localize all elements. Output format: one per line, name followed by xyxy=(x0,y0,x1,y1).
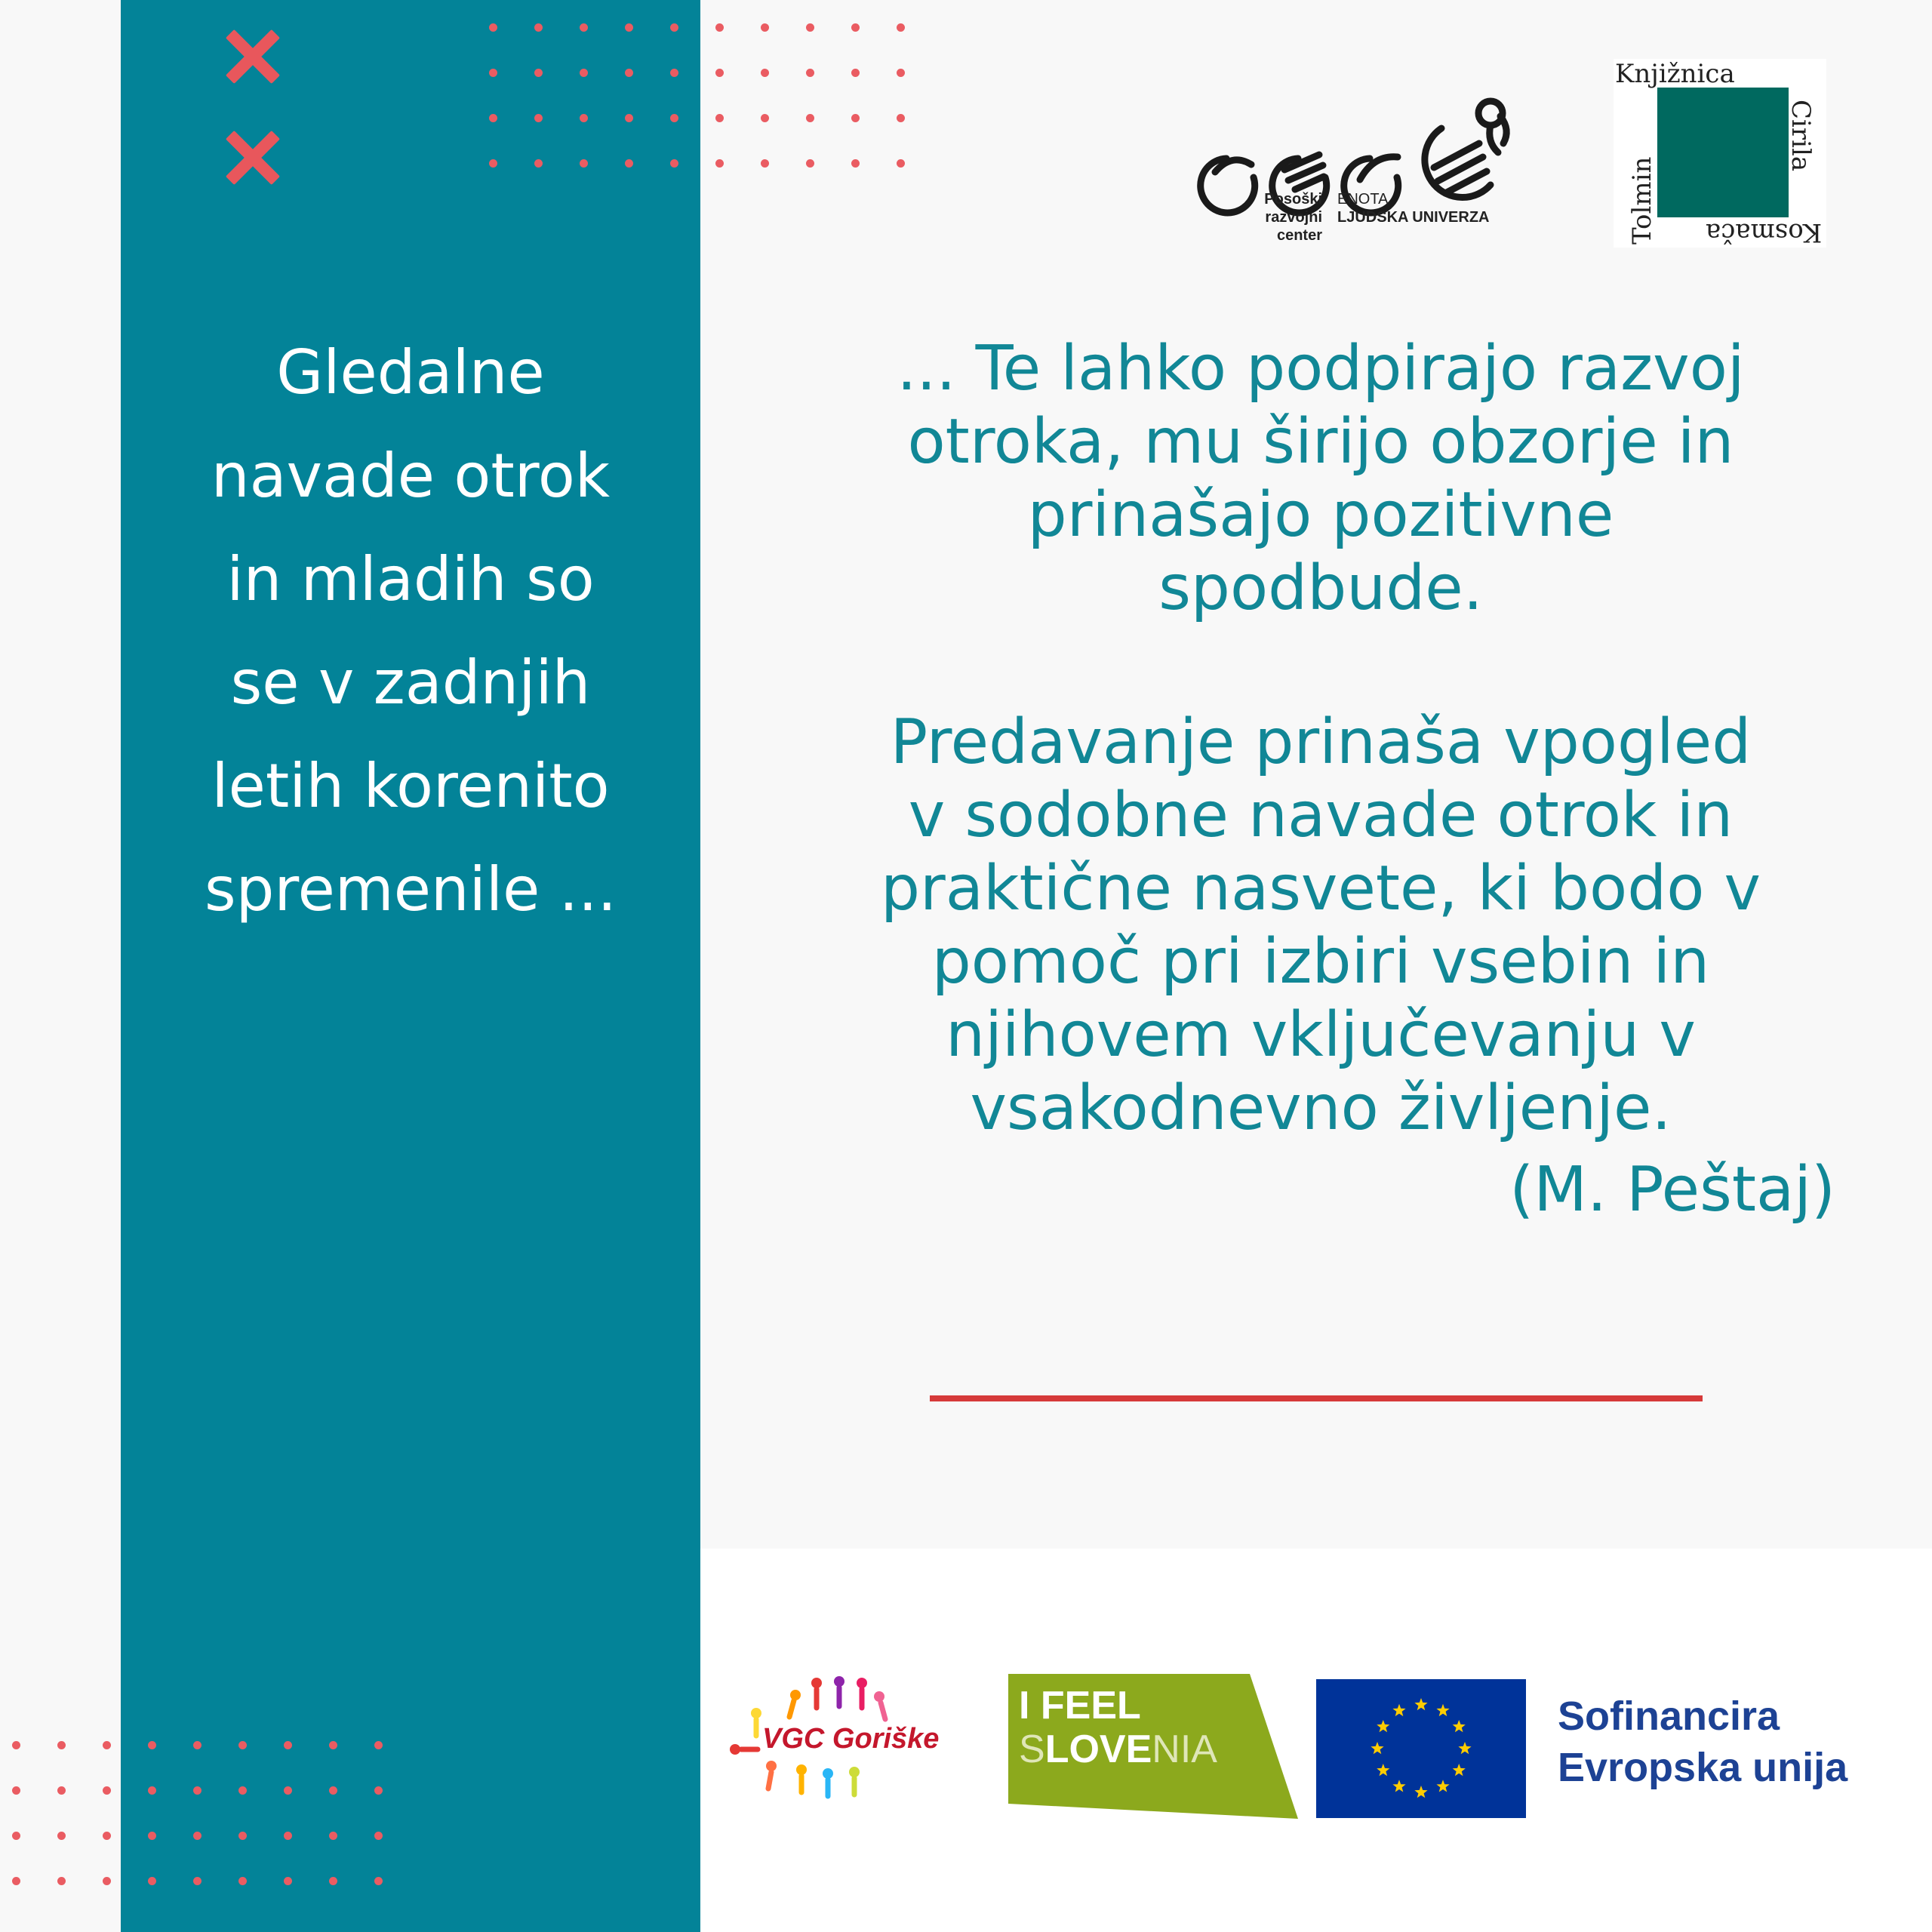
dot xyxy=(897,23,905,32)
dot xyxy=(57,1877,66,1885)
dot xyxy=(897,159,905,168)
paragraph-line: pomoč pri izbiri vsebin in xyxy=(931,926,1710,998)
dot xyxy=(148,1786,156,1795)
dot xyxy=(851,114,860,122)
paragraph-line: prinašajo pozitivne xyxy=(1027,479,1614,551)
dot xyxy=(193,1832,202,1840)
eu-star-icon xyxy=(1392,1780,1405,1792)
dot xyxy=(148,1832,156,1840)
dot xyxy=(761,69,769,77)
dot xyxy=(851,23,860,32)
eu-star-icon xyxy=(1392,1704,1405,1716)
teal-side-panel xyxy=(121,0,700,1932)
dot xyxy=(329,1786,337,1795)
dot xyxy=(489,23,497,32)
dot xyxy=(534,159,543,168)
dot xyxy=(715,69,724,77)
cross-decoration-icon xyxy=(224,27,283,86)
eu-star-icon xyxy=(1414,1786,1427,1798)
eu-flag-icon xyxy=(1316,1679,1526,1818)
ifeel-line2: SLOVENIA xyxy=(1019,1727,1217,1771)
dot xyxy=(580,23,588,32)
paragraph-line: Predavanje prinaša vpogled xyxy=(890,706,1752,778)
dot xyxy=(625,69,633,77)
dot xyxy=(670,23,678,32)
dot xyxy=(374,1832,383,1840)
dot xyxy=(715,23,724,32)
dot xyxy=(489,114,497,122)
dot xyxy=(851,159,860,168)
eu-star-icon xyxy=(1377,1720,1389,1732)
library-name-top: Knjižnica xyxy=(1615,59,1735,89)
dot xyxy=(238,1786,247,1795)
dot xyxy=(534,69,543,77)
dot xyxy=(12,1877,20,1885)
dot xyxy=(374,1877,383,1885)
dot xyxy=(238,1741,247,1749)
left-line: Gledalne xyxy=(276,337,545,408)
left-line: se v zadnjih xyxy=(230,648,591,718)
dot xyxy=(670,69,678,77)
dot xyxy=(806,114,814,122)
dot xyxy=(284,1786,292,1795)
dot xyxy=(284,1832,292,1840)
dot xyxy=(761,23,769,32)
dot xyxy=(489,159,497,168)
dot xyxy=(625,159,633,168)
dot xyxy=(897,69,905,77)
dot xyxy=(329,1877,337,1885)
eu-star-icon xyxy=(1436,1780,1449,1792)
library-name-right: Cirila xyxy=(1786,100,1816,172)
dot xyxy=(148,1877,156,1885)
main-paragraph-2 xyxy=(762,706,1879,1145)
paragraph-line: praktične nasvete, ki bodo v xyxy=(880,853,1761,924)
dot xyxy=(12,1786,20,1795)
left-line: in mladih so xyxy=(226,544,595,614)
left-panel-heading xyxy=(121,321,700,941)
dot xyxy=(284,1741,292,1749)
dot xyxy=(238,1832,247,1840)
paragraph-line: ... Te lahko podpirajo razvoj xyxy=(897,333,1745,405)
dot xyxy=(374,1741,383,1749)
eu-star-icon xyxy=(1371,1742,1383,1754)
left-line: letih korenito xyxy=(211,751,610,821)
dot xyxy=(284,1877,292,1885)
library-square-icon xyxy=(1657,88,1789,217)
paragraph-line: v sodobne navade otrok in xyxy=(908,780,1734,851)
dot xyxy=(103,1832,111,1840)
ifeel-line1: I FEEL xyxy=(1019,1684,1141,1727)
eu-star-icon xyxy=(1453,1764,1466,1776)
eu-cofinanced-label: Sofinancira Evropska unija xyxy=(1558,1694,1848,1790)
dot xyxy=(329,1741,337,1749)
main-paragraph-1 xyxy=(762,332,1879,625)
dot xyxy=(715,159,724,168)
paragraph-line: otroka, mu širijo obzorje in xyxy=(907,406,1734,478)
cross-decoration-icon xyxy=(224,128,283,187)
dot xyxy=(625,23,633,32)
dot xyxy=(103,1741,111,1749)
prc-unit-label: ENOTA LJUDSKA UNIVERZA xyxy=(1337,191,1490,226)
red-divider xyxy=(930,1395,1703,1401)
dot xyxy=(806,159,814,168)
dot xyxy=(329,1832,337,1840)
eu-star-icon xyxy=(1453,1720,1466,1732)
library-name-left: Tolmin xyxy=(1627,156,1657,245)
dot xyxy=(57,1832,66,1840)
dot xyxy=(103,1786,111,1795)
dot xyxy=(580,69,588,77)
dot xyxy=(103,1877,111,1885)
dot xyxy=(670,159,678,168)
left-line: navade otrok xyxy=(211,441,611,511)
dot xyxy=(193,1786,202,1795)
paragraph-line: njihovem vključevanju v xyxy=(946,999,1696,1071)
prc-label: Posoški razvojni center xyxy=(1264,191,1322,244)
dot xyxy=(670,114,678,122)
eu-star-icon xyxy=(1458,1742,1471,1754)
dot xyxy=(761,114,769,122)
dot xyxy=(148,1741,156,1749)
paragraph-line: spodbude. xyxy=(1158,552,1483,624)
dot xyxy=(12,1741,20,1749)
dot xyxy=(374,1786,383,1795)
dot xyxy=(580,159,588,168)
vgc-label: VGC Goriške xyxy=(762,1723,940,1755)
dot xyxy=(238,1877,247,1885)
dot xyxy=(580,114,588,122)
dot xyxy=(806,23,814,32)
library-logo xyxy=(1614,59,1826,248)
dot xyxy=(12,1832,20,1840)
eu-star-icon xyxy=(1414,1698,1427,1710)
dot xyxy=(534,114,543,122)
paragraph-line: vsakodnevno življenje. xyxy=(970,1072,1672,1144)
dot xyxy=(806,69,814,77)
dot xyxy=(851,69,860,77)
dot xyxy=(57,1786,66,1795)
dot xyxy=(489,69,497,77)
dot xyxy=(897,114,905,122)
dot xyxy=(57,1741,66,1749)
eu-star-icon xyxy=(1377,1764,1389,1776)
library-name-bottom: Kosmača xyxy=(1706,217,1823,248)
dot xyxy=(625,114,633,122)
left-line: spremenile ... xyxy=(204,854,617,924)
dot xyxy=(715,114,724,122)
eu-star-icon xyxy=(1436,1704,1449,1716)
dot xyxy=(761,159,769,168)
dot xyxy=(534,23,543,32)
attribution: (M. Peštaj) xyxy=(1509,1154,1835,1226)
dot xyxy=(193,1741,202,1749)
dot xyxy=(193,1877,202,1885)
